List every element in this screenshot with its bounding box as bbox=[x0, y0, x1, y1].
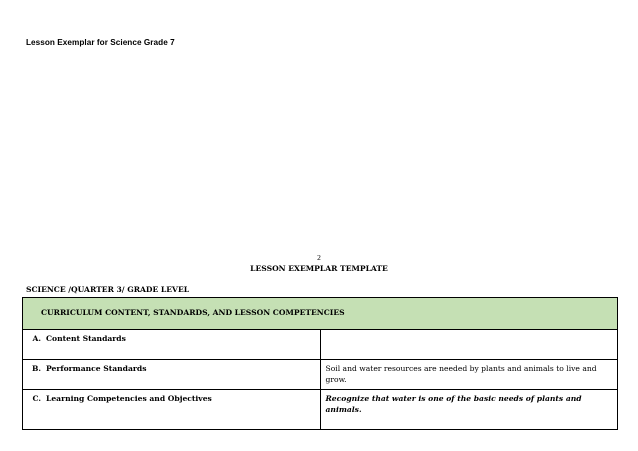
row-letter: C. bbox=[32, 394, 41, 403]
template-title: LESSON EXEMPLAR TEMPLATE bbox=[250, 264, 388, 273]
table-row-learning-competencies bbox=[23, 390, 618, 430]
row-letter: A. bbox=[32, 334, 41, 343]
page-number: 2 bbox=[317, 253, 321, 262]
row-letter: B. bbox=[31, 364, 41, 373]
learning-objective: Recognize that water is one of the basic needs of plants and animals. bbox=[325, 394, 582, 414]
row-value bbox=[320, 330, 618, 360]
row-value bbox=[320, 390, 618, 430]
subject-line: SCIENCE /QUARTER 3/ GRADE LEVEL bbox=[26, 285, 190, 294]
section-header-row bbox=[23, 298, 618, 330]
row-label: Learning Competencies and Objectives bbox=[46, 394, 212, 403]
table-row-content-standards bbox=[23, 330, 618, 360]
curriculum-table bbox=[22, 297, 618, 430]
row-label: Content Standards bbox=[46, 334, 126, 343]
section-title: CURRICULUM CONTENT, STANDARDS, AND LESSON COMPETENCIES bbox=[23, 298, 618, 330]
table-row-performance-standards bbox=[23, 360, 618, 390]
document-header: Lesson Exemplar for Science Grade 7 bbox=[26, 38, 175, 47]
row-label: Performance Standards bbox=[46, 364, 147, 373]
row-value: Soil and water resources are needed by plants and animals to live and grow. bbox=[320, 360, 618, 390]
row-label-cell bbox=[23, 330, 321, 360]
row-label-cell bbox=[23, 360, 321, 390]
row-label-cell bbox=[23, 390, 321, 430]
